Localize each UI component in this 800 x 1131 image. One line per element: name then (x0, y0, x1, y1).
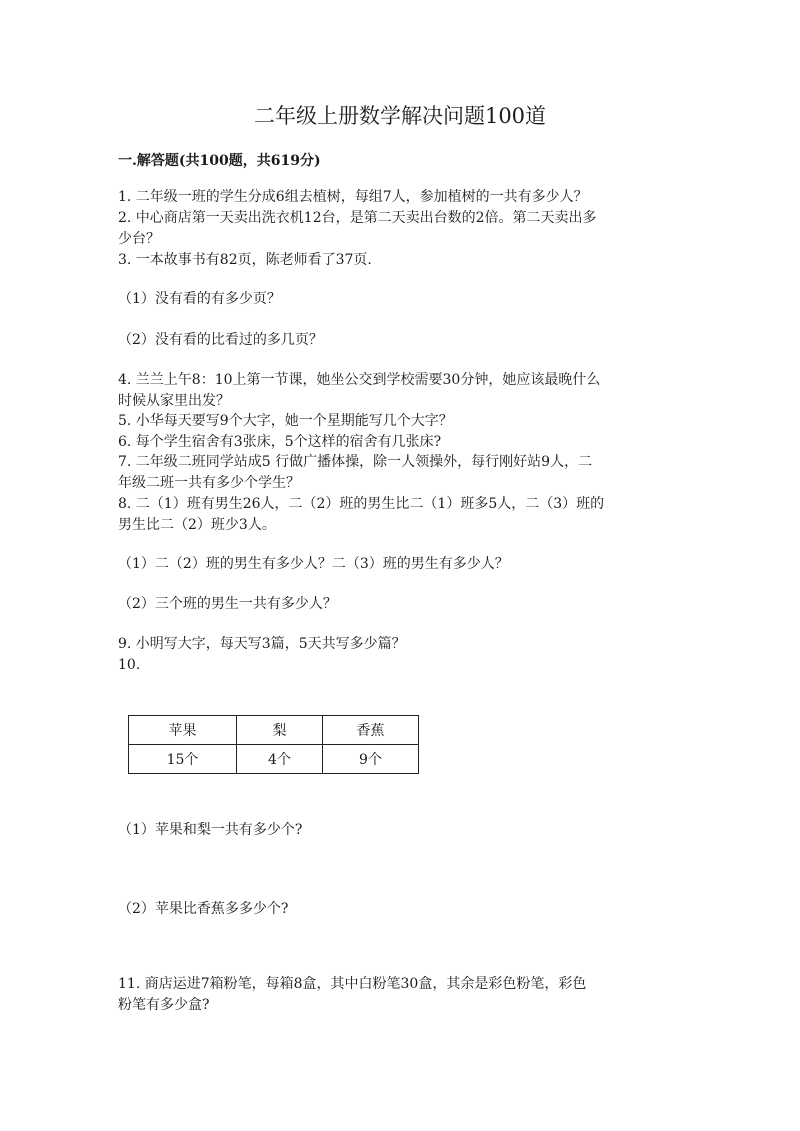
question-1: 1. 二年级一班的学生分成6组去植树，每组7人，参加植树的一共有多少人？ (118, 189, 588, 205)
question-7-cont: 年级二班一共有多少个学生？ (118, 475, 300, 491)
question-8: 8. 二（1）班有男生26人，二（2）班的男生比二（1）班多5人，二（3）班的 (118, 496, 605, 512)
question-8-cont: 男生比二（2）班少3人。 (118, 517, 276, 533)
question-11: 11. 商店运进7箱粉笔，每箱8盒，其中白粉笔30盒，其余是彩色粉笔，彩色 (118, 976, 587, 992)
table-cell-banana: 9个 (323, 745, 419, 774)
question-10-part-1: （1）苹果和梨一共有多少个? (118, 822, 303, 838)
question-8-part-1: （1）二（2）班的男生有多少人？二（3）班的男生有多少人？ (118, 556, 509, 572)
question-11-cont: 粉笔有多少盒? (118, 997, 210, 1013)
page-title: 二年级上册数学解决问题100道 (253, 104, 547, 128)
question-6: 6. 每个学生宿舍有3张床，5个这样的宿舍有几张床? (118, 434, 442, 450)
question-3-part-1: （1）没有看的有多少页？ (118, 291, 281, 307)
table-header-apple: 苹果 (129, 716, 237, 745)
question-3: 3. 一本故事书有82页，陈老师看了37页. (118, 252, 372, 268)
question-8-part-2: （2）三个班的男生一共有多少人？ (118, 596, 337, 612)
section-heading: 一.解答题(共100题，共619分) (118, 153, 321, 169)
question-10-part-2: （2）苹果比香蕉多多少个? (118, 901, 289, 917)
question-5: 5. 小华每天要写9个大字，她一个星期能写几个大字？ (118, 413, 453, 429)
question-4: 4. 兰兰上午8：10上第一节课，她坐公交到学校需要30分钟，她应该最晚什么 (118, 372, 601, 388)
table-header-pear: 梨 (237, 716, 323, 745)
question-2: 2. 中心商店第一天卖出洗衣机12台，是第二天卖出台数的2倍。第二天卖出多 (118, 210, 597, 226)
question-2-cont: 少台？ (118, 231, 160, 247)
question-9: 9. 小明写大字，每天写3篇，5天共写多少篇？ (118, 636, 406, 652)
fruit-table (128, 715, 419, 774)
question-4-cont: 时候从家里出发？ (118, 393, 230, 409)
table-row (129, 745, 419, 774)
question-3-part-2: （2）没有看的比看过的多几页？ (118, 332, 323, 348)
table-header-row (129, 716, 419, 745)
table-cell-pear: 4个 (237, 745, 323, 774)
question-7: 7. 二年级二班同学站成5 行做广播体操，除一人领操外，每行刚好站9人，二 (118, 454, 593, 470)
table-cell-apple: 15个 (129, 745, 237, 774)
table-header-banana: 香蕉 (323, 716, 419, 745)
question-10: 10. (118, 657, 141, 673)
